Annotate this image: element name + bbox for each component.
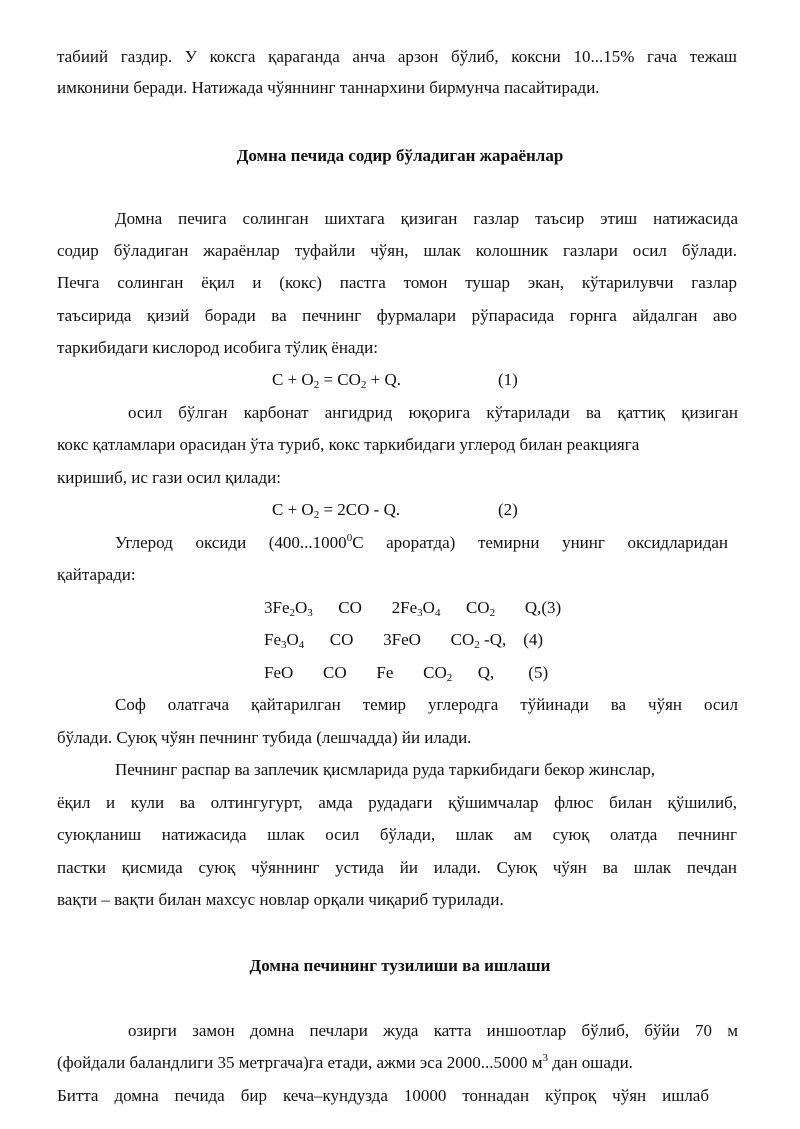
paragraph-line: пастки қисмида суюқ чўяннинг устида йи илади. Суюқ чўян ва шлак печдан: [57, 858, 737, 877]
paragraph-line: табиий газдир. У коксга қараганда анча арзон бўлиб, коксни 10...15% гача тежаш: [57, 47, 737, 66]
formula-3: $3Fe_2O_3$ CO $2Fe_3O_4$ $CO_2$ Q,(3): [264, 598, 562, 619]
formula-4: $Fe_3O_4$ CO 3FeO $CO_2$ -Q, (4): [264, 630, 544, 651]
paragraph-line: таъсирида қизий боради ва печнинг фурмалари рўпарасида горнга айдалган аво: [57, 306, 737, 325]
equation-number: (2): [498, 500, 518, 519]
section-heading: Домна печида содир бўладиган жараёнлар: [236, 146, 564, 165]
section-heading: Домна печининг тузилиши ва ишлаши: [249, 956, 551, 975]
paragraph-line: қайтаради:: [57, 565, 136, 584]
paragraph-line: таркибидаги кислород исобига тўлиқ ёнади:: [57, 338, 378, 357]
paragraph-line: Печнинг распар ва заплечик қисмларида руда таркибидаги бекор жинслар,: [115, 760, 656, 779]
formula-5: FeO CO Fe $CO_2$ Q, (5): [264, 663, 549, 684]
paragraph-line: осил бўлган карбонат ангидрид юқорига кўтарилади ва қаттиқ қизиган: [128, 403, 738, 422]
paragraph-line: Битта домна печида бир кеча–кундузда 10000 тоннадан кўпроқ чўян ишлаб: [57, 1086, 709, 1105]
paragraph-line: Домна печига солинган шихтага қизиган газлар таъсир этиш натижасида: [115, 209, 738, 228]
paragraph-line: (фойдали баландлиги 35 метргача)га етади, ажми эса 2000...5000 $м^3$ дан ошади.: [57, 1052, 633, 1072]
formula-1: $C + O_2 = CO_2 + Q$. (1): [272, 370, 518, 391]
paragraph-line: Печга солинган ёқил и (кокс) пастга томон тушар экан, кўтарилувчи газлар: [57, 273, 737, 292]
equation-number: (1): [498, 370, 518, 389]
paragraph-line: киришиб, ис гази осил қилади:: [57, 468, 281, 487]
paragraph-line: имконини беради. Натижада чўяннинг таннархини бирмунча пасайтиради.: [57, 78, 600, 97]
paragraph-line: ёқил и кули ва олтингугурт, амда рудадаги қўшимчалар флюс билан қўшилиб,: [57, 793, 737, 812]
formula-2: $C + O_2 = 2CO - Q$. (2): [272, 500, 518, 521]
paragraph-line: Соф олатгача қайтарилган темир углеродга тўйинади ва чўян осил: [115, 695, 738, 714]
paragraph-line: озирги замон домна печлари жуда катта иншоотлар бўлиб, бўйи 70 м: [128, 1021, 738, 1040]
paragraph-line: суюқланиш натижасида шлак осил бўлади, шлак ам суюқ олатда печнинг: [57, 825, 737, 844]
paragraph-line: содир бўладиган жараёнлар туфайли чўян, шлак колошник газлари осил бўлади.: [57, 241, 737, 260]
paragraph-line: Углерод оксиди (400...1000$^0$С ароратда) темирни унинг оксидларидан: [115, 532, 728, 552]
paragraph-line: бўлади. Суюқ чўян печнинг тубида (лешчадда) йи илади.: [57, 728, 472, 747]
paragraph-line: кокс қатламлари орасидан ўта туриб, кокс таркибидаги углерод билан реакцияга: [57, 435, 640, 454]
paragraph-line: вақти – вақти билан махсус новлар орқали чиқариб турилади.: [57, 890, 504, 909]
